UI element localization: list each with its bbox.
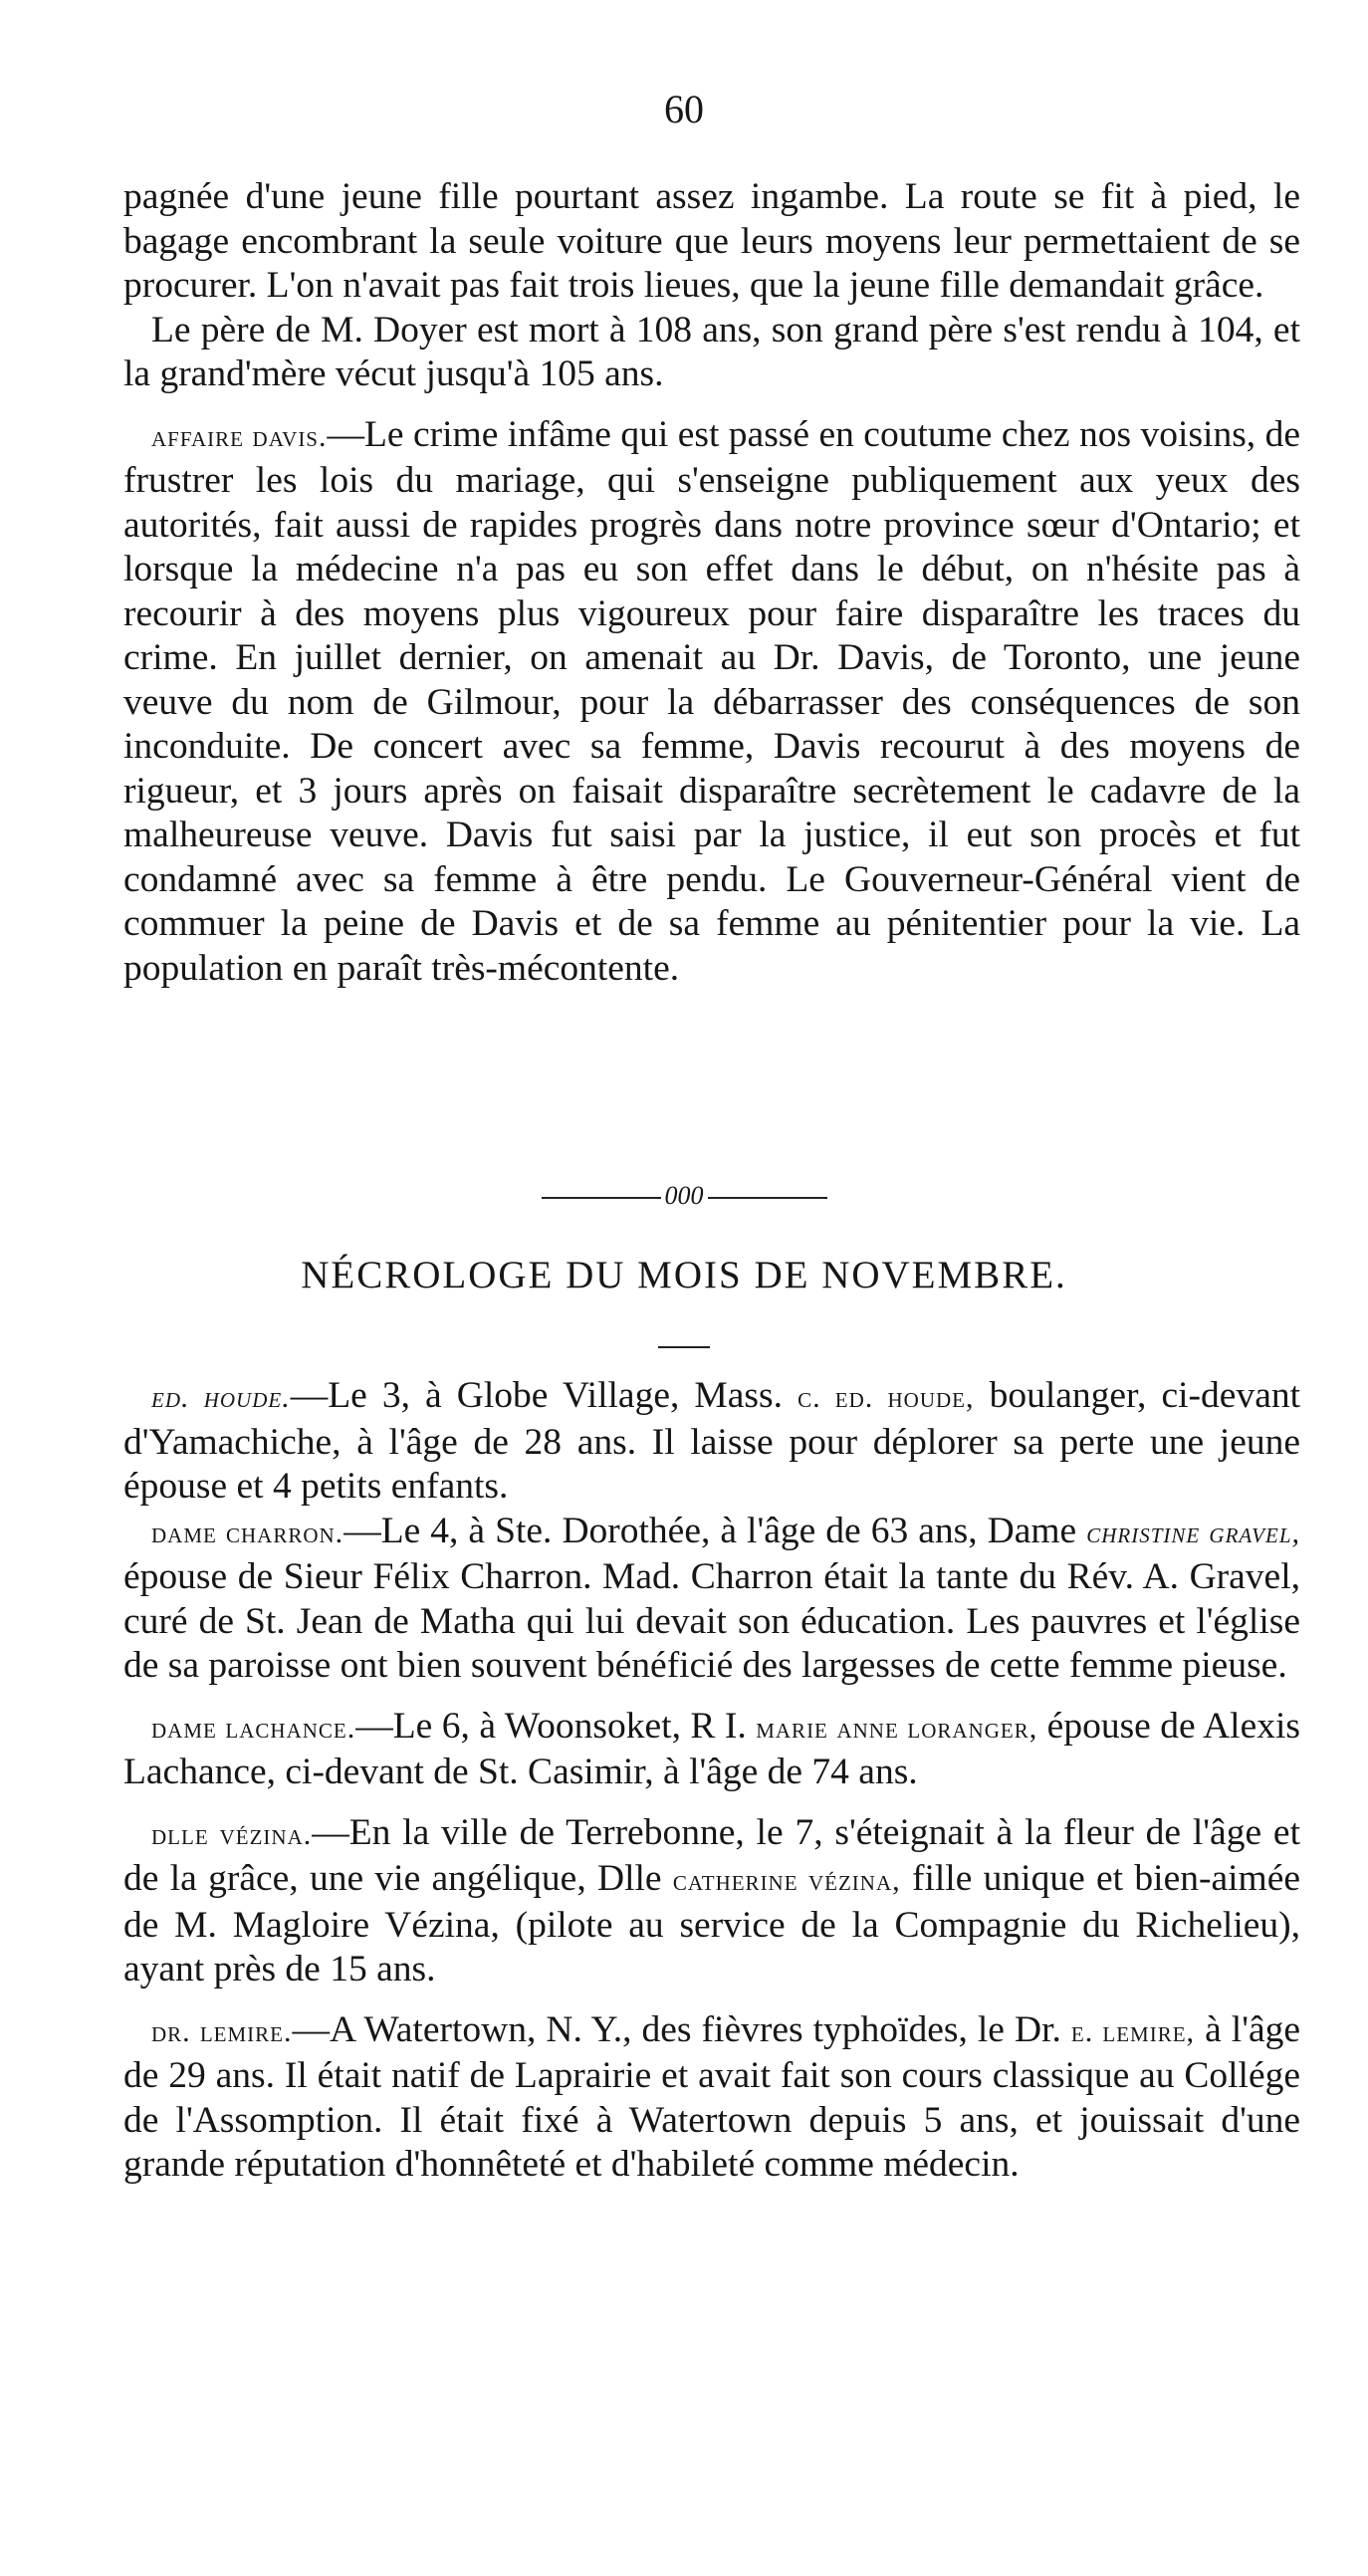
top-text-block bbox=[123, 175, 1300, 991]
paragraph-journey: pagnée d'une jeune fille pourtant assez ingambe. La route se fit à pied, le bagage encombrant la seule voiture que leurs moyens leur permettaient de se procurer. L'on n'avait pas fait trois lieues, que la jeune fille demandait grâce. bbox=[123, 176, 1300, 306]
entry-text: à l'âge de 29 ans. Il était natif de Laprairie et avait fait son cours classique au Collége de l'Assomption. Il était fixé à Watertown depuis 5 ans, et jouissait d'une grande réputation d'honnêteté et d'habileté comme médecin. bbox=[123, 2008, 1301, 2185]
obituary-lemire bbox=[123, 2008, 1300, 2188]
divider-rule-left bbox=[542, 1197, 661, 1199]
entry-text: fille unique et bien-aimée de M. Magloire Vézina, (pilote au service de la Compagnie du Richelieu), ayant près de 15 ans. bbox=[123, 1858, 1300, 1990]
entry-text: épouse de Alexis Lachance, ci-devant de St. Casimir, à l'âge de 74 ans. bbox=[123, 1705, 1300, 1792]
entry-text: —Le 4, à Ste. Dorothée, à l'âge de 63 ans, Dame bbox=[343, 1510, 1087, 1551]
entry-name: christine gravel, bbox=[1086, 1516, 1301, 1549]
entry-heading: ed. houde. bbox=[151, 1381, 291, 1414]
entry-heading: dr. lemire. bbox=[151, 2014, 293, 2048]
paragraph-affaire-davis bbox=[123, 413, 1300, 992]
title-underline bbox=[658, 1346, 710, 1348]
obituary-houde bbox=[123, 1374, 1300, 1510]
entry-text: épouse de Sieur Félix Charron. Mad. Charron était la tante du Rév. A. Gravel, curé de St. Jean de Matha qui lui devait son éducation. Les pauvres et l'église de sa paroisse ont bien souvent bénéficié des largesses de cette femme pieuse. bbox=[123, 1556, 1300, 1686]
entry-text: —Le 6, à Woonsoket, R I. bbox=[355, 1705, 757, 1747]
entry-text: —Le 3, à Globe Village, Mass. bbox=[290, 1375, 798, 1416]
entry-text: —En la ville de Terrebonne, le 7, s'éteignait à la fleur de l'âge et de la grâce, une vie angélique, Dlle bbox=[123, 1811, 1300, 1899]
section-title: NÉCROLOGE DU MOIS DE NOVEMBRE. bbox=[301, 1254, 1067, 1296]
obituary-charron bbox=[123, 1510, 1300, 1689]
entry-name: e. lemire, bbox=[1070, 2014, 1196, 2048]
section-divider bbox=[0, 1181, 1368, 1211]
divider-ornament: 000 bbox=[664, 1181, 704, 1210]
obituary-lachance bbox=[123, 1705, 1300, 1795]
entry-heading: affaire davis. bbox=[151, 419, 328, 453]
entry-heading: dlle vézina. bbox=[151, 1817, 313, 1851]
obituary-list bbox=[123, 1374, 1300, 2188]
obituary-vezina bbox=[123, 1811, 1300, 1992]
entry-text: —A Watertown, N. Y., des fièvres typhoïdes, le Dr. bbox=[292, 2008, 1071, 2050]
entry-text: —Le crime infâme qui est passé en coutume chez nos voisins, de frustrer les lois du mariage, qui s'enseigne publiquement aux yeux des autorités, fait aussi de rapides progrès dans notre province sœur d'Ontario; et lorsque la médecine n'a pas eu son effet dans le début, on n'hésite pas à recourir à des moyens plus vigoureux pour faire disparaître les traces du crime. En juillet dernier, on amenait au Dr. Davis, de Toronto, une jeune veuve du nom de Gilmour, pour la débarrasser des conséquences de son inconduite. De concert avec sa femme, Davis recourut à des moyens de rigueur, et 3 jours après on faisait disparaître secrètement le cadavre de la malheureuse veuve. Davis fut saisi par la justice, il eut son procès et fut condamné avec sa femme à être pendu. Le Gouverneur-Général vient de commuer la peine de Davis et de sa femme au pénitentier pour la vie. La population en paraît très-mécontente. bbox=[123, 413, 1301, 989]
entry-name: c. ed. houde, bbox=[798, 1381, 975, 1414]
entry-heading: dame charron. bbox=[151, 1516, 344, 1549]
page-number: 60 bbox=[664, 87, 704, 131]
entry-heading: dame lachance. bbox=[151, 1711, 356, 1745]
entry-name: marie anne loranger, bbox=[756, 1711, 1038, 1745]
paragraph-doyer-longevity: Le père de M. Doyer est mort à 108 ans, son grand père s'est rendu à 104, et la grand'mère vécut jusqu'à 105 ans. bbox=[123, 309, 1300, 394]
entry-name: catherine vézina, bbox=[672, 1864, 901, 1897]
divider-rule-right bbox=[708, 1197, 827, 1199]
entry-text: boulanger, ci-devant d'Yamachiche, à l'âge de 28 ans. Il laisse pour déplorer sa perte une jeune épouse et 4 petits enfants. bbox=[123, 1375, 1301, 1507]
